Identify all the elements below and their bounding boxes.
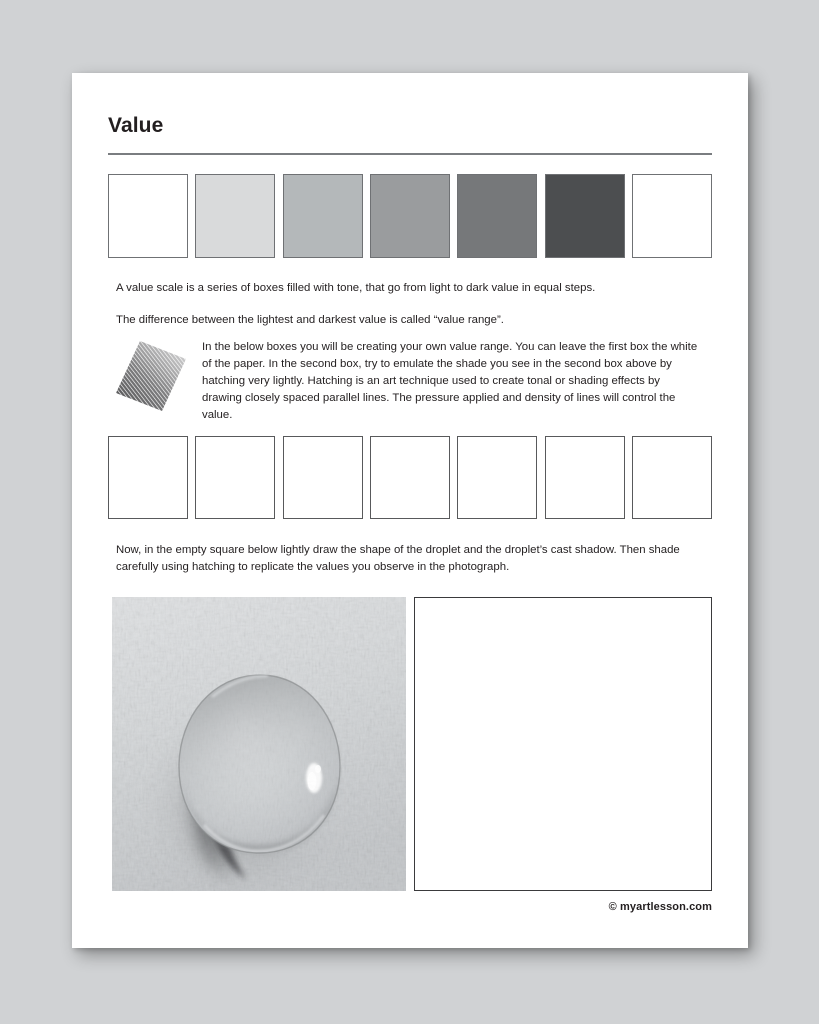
value-swatch-5 <box>457 174 537 258</box>
paragraph-hatching-instructions: In the below boxes you will be creating your own value range. You can leave the first box the white of the paper. In the second box, try to emulate the shade you see in the second box above by hatching very lightly. Hatching is an art technique used to create tonal or shading effects by drawing closely spaced parallel lines. The pressure applied and density of lines will control the value. <box>202 341 698 422</box>
value-swatch-3 <box>283 174 363 258</box>
drawing-answer-box[interactable] <box>414 597 712 891</box>
page-title: Value <box>108 114 164 137</box>
title-divider <box>108 153 712 155</box>
copyright-credit: © myartlesson.com <box>608 901 712 913</box>
value-range-practice-boxes <box>108 436 712 519</box>
hatching-sample-icon <box>110 337 194 415</box>
value-swatch-4 <box>370 174 450 258</box>
practice-box-2[interactable] <box>195 436 275 519</box>
worksheet-content <box>108 73 712 948</box>
value-swatch-7 <box>632 174 712 258</box>
practice-box-3[interactable] <box>283 436 363 519</box>
value-swatch-1 <box>108 174 188 258</box>
worksheet-page <box>72 73 748 948</box>
paragraph-droplet-instructions: Now, in the empty square below lightly draw the shape of the droplet and the droplet’s cast shadow. Then shade carefully using hatching to replicate the values you observe in the photograph. <box>116 544 680 573</box>
practice-box-1[interactable] <box>108 436 188 519</box>
practice-box-5[interactable] <box>457 436 537 519</box>
value-swatch-6 <box>545 174 625 258</box>
value-scale-row <box>108 174 712 258</box>
value-swatch-2 <box>195 174 275 258</box>
water-droplet-photograph <box>112 597 406 891</box>
practice-box-7[interactable] <box>632 436 712 519</box>
practice-box-4[interactable] <box>370 436 450 519</box>
paragraph-value-scale-definition: A value scale is a series of boxes filled with tone, that go from light to dark value in equal steps. <box>116 282 596 294</box>
paragraph-value-range-definition: The difference between the lightest and darkest value is called “value range”. <box>116 314 504 326</box>
practice-box-6[interactable] <box>545 436 625 519</box>
